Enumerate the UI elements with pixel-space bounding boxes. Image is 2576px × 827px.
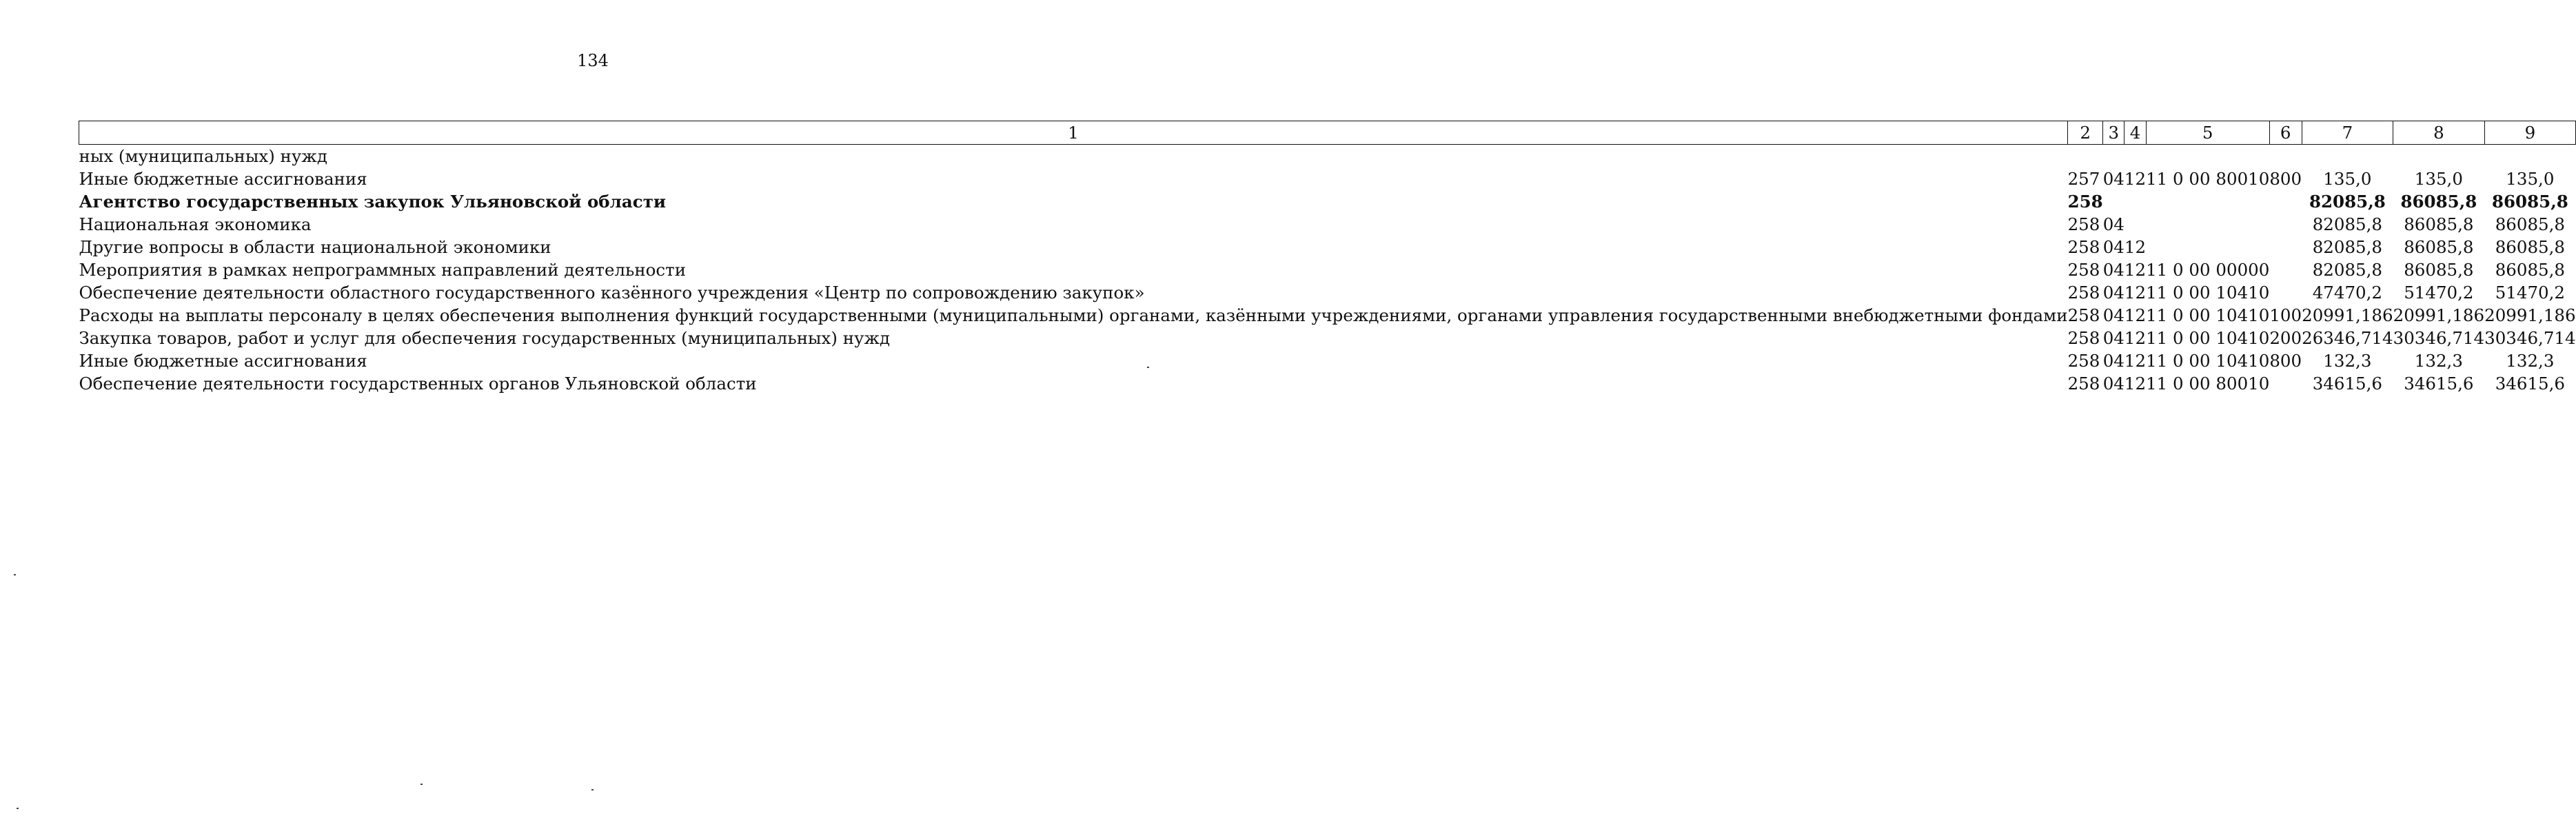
cell-col-9: 30346,714 xyxy=(2484,328,2576,348)
cell-col-9: 132,3 xyxy=(2506,351,2555,371)
cell-col-3: 04 xyxy=(2102,214,2124,234)
cell-col-8: 51470,2 xyxy=(2404,283,2474,303)
cell-col-4: 12 xyxy=(2124,260,2147,280)
cell-col-7: 82085,8 xyxy=(2312,260,2383,280)
cell-col-5: 11 0 00 00000 xyxy=(2146,260,2270,280)
row-name: Расходы на выплаты персоналу в целях обеспечения выполнения функций государственными (муниципальными) органами, казёнными учреждениями, органами управления государственными внебюджетными фондами xyxy=(79,305,2068,325)
cell-col-6 xyxy=(2269,372,2302,395)
header-col-2: 2 xyxy=(2068,121,2103,145)
table-row xyxy=(79,236,2576,258)
cell-col-9: 51470,2 xyxy=(2495,283,2566,303)
cell-col-8: 86085,8 xyxy=(2404,237,2474,257)
cell-col-3: 04 xyxy=(2102,237,2124,257)
cell-col-7: 82085,8 xyxy=(2312,214,2383,234)
cell-col-3 xyxy=(2103,145,2124,168)
cell-col-6 xyxy=(2269,145,2302,168)
budget-table xyxy=(79,121,2576,395)
cell-col-5 xyxy=(2146,145,2269,168)
cell-col-2: 257 xyxy=(2067,169,2100,189)
scan-speck xyxy=(420,784,423,785)
cell-col-5: 11 0 00 10410 xyxy=(2146,351,2270,371)
cell-col-9: 86085,8 xyxy=(2495,260,2566,280)
cell-col-5 xyxy=(2146,213,2269,236)
cell-col-2: 258 xyxy=(2067,237,2100,257)
scan-speck xyxy=(14,574,16,575)
cell-col-4 xyxy=(2124,190,2146,213)
cell-col-4: 12 xyxy=(2124,328,2147,348)
cell-col-6 xyxy=(2269,190,2302,213)
table-row xyxy=(79,349,2576,372)
header-col-7: 7 xyxy=(2302,121,2393,145)
cell-col-8 xyxy=(2393,145,2485,168)
table-row xyxy=(79,281,2576,304)
header-col-4: 4 xyxy=(2124,121,2146,145)
cell-col-6 xyxy=(2269,236,2302,258)
table-row xyxy=(79,145,2576,168)
header-col-6: 6 xyxy=(2269,121,2302,145)
cell-col-5: 11 0 00 80010 xyxy=(2146,374,2270,394)
cell-col-7: 82085,8 xyxy=(2309,192,2386,212)
cell-col-2: 258 xyxy=(2067,374,2100,394)
cell-col-3: 04 xyxy=(2102,328,2124,348)
cell-col-4: 12 xyxy=(2124,305,2147,325)
cell-col-2: 258 xyxy=(2067,305,2100,325)
cell-col-7: 135,0 xyxy=(2323,169,2372,189)
cell-col-9: 86085,8 xyxy=(2495,237,2566,257)
cell-col-4 xyxy=(2124,213,2146,236)
cell-col-8: 132,3 xyxy=(2414,351,2463,371)
scan-speck xyxy=(591,789,594,790)
header-col-1: 1 xyxy=(79,121,2068,145)
cell-col-2: 258 xyxy=(2067,214,2100,234)
table-row xyxy=(79,304,2576,327)
cell-col-7: 82085,8 xyxy=(2312,237,2383,257)
cell-col-5 xyxy=(2146,190,2269,213)
cell-col-5: 11 0 00 10410 xyxy=(2146,328,2270,348)
cell-col-5: 11 0 00 80010 xyxy=(2146,169,2270,189)
row-name: Обеспечение деятельности государственных органов Ульяновской области xyxy=(79,374,757,394)
header-col-5: 5 xyxy=(2146,121,2269,145)
cell-col-8: 86085,8 xyxy=(2400,192,2477,212)
header-col-9: 9 xyxy=(2484,121,2576,145)
row-name: Иные бюджетные ассигнования xyxy=(79,351,367,371)
cell-col-4: 12 xyxy=(2124,237,2147,257)
cell-col-8: 20991,186 xyxy=(2393,305,2485,325)
cell-col-9: 86085,8 xyxy=(2495,214,2566,234)
cell-col-4: 12 xyxy=(2124,283,2147,303)
header-col-3: 3 xyxy=(2103,121,2124,145)
cell-col-2 xyxy=(2068,145,2103,168)
cell-col-4: 12 xyxy=(2124,351,2147,371)
row-name: Мероприятия в рамках непрограммных направлений деятельности xyxy=(79,260,687,280)
scan-speck xyxy=(1147,367,1149,368)
cell-col-8: 30346,714 xyxy=(2393,328,2485,348)
cell-col-3: 04 xyxy=(2102,169,2124,189)
cell-col-4: 12 xyxy=(2124,169,2147,189)
cell-col-6: 100 xyxy=(2269,305,2302,325)
row-name: Иные бюджетные ассигнования xyxy=(79,169,367,189)
header-col-8: 8 xyxy=(2393,121,2485,145)
cell-col-2: 258 xyxy=(2067,192,2103,212)
cell-col-3: 04 xyxy=(2102,283,2124,303)
cell-col-7: 20991,186 xyxy=(2302,305,2393,325)
cell-col-8: 135,0 xyxy=(2414,169,2463,189)
table-row xyxy=(79,213,2576,236)
cell-col-8: 34615,6 xyxy=(2404,374,2474,394)
cell-col-8: 86085,8 xyxy=(2404,260,2474,280)
cell-col-6 xyxy=(2269,213,2302,236)
cell-col-9: 20991,186 xyxy=(2484,305,2576,325)
row-name: Национальная экономика xyxy=(79,214,312,234)
cell-col-2: 258 xyxy=(2067,328,2100,348)
cell-col-9: 34615,6 xyxy=(2495,374,2566,394)
cell-col-8: 86085,8 xyxy=(2404,214,2474,234)
table-row xyxy=(79,258,2576,281)
cell-col-9 xyxy=(2484,145,2576,168)
row-name: ных (муниципальных) нужд xyxy=(79,146,327,166)
cell-col-2: 258 xyxy=(2067,260,2100,280)
cell-col-6 xyxy=(2269,281,2302,304)
row-name: Обеспечение деятельности областного государственного казённого учреждения «Центр по сопровождению закупок» xyxy=(79,283,1145,303)
cell-col-2: 258 xyxy=(2067,283,2100,303)
cell-col-2: 258 xyxy=(2067,351,2100,371)
table-row xyxy=(79,327,2576,349)
cell-col-5 xyxy=(2146,236,2269,258)
cell-col-7: 34615,6 xyxy=(2312,374,2383,394)
cell-col-9: 86085,8 xyxy=(2491,192,2568,212)
cell-col-5: 11 0 00 10410 xyxy=(2146,283,2270,303)
table-row xyxy=(79,190,2576,213)
cell-col-3 xyxy=(2103,190,2124,213)
cell-col-5: 11 0 00 10410 xyxy=(2146,305,2270,325)
cell-col-7 xyxy=(2302,145,2393,168)
cell-col-3: 04 xyxy=(2102,374,2124,394)
cell-col-9: 135,0 xyxy=(2506,169,2555,189)
page-number: 134 xyxy=(577,51,609,70)
cell-col-7: 26346,714 xyxy=(2302,328,2393,348)
cell-col-6: 200 xyxy=(2269,328,2302,348)
table-body xyxy=(79,145,2576,396)
cell-col-6 xyxy=(2269,258,2302,281)
cell-col-3: 04 xyxy=(2102,305,2124,325)
row-name: Другие вопросы в области национальной экономики xyxy=(79,237,551,257)
scan-speck xyxy=(17,808,19,809)
header-row xyxy=(79,121,2576,145)
cell-col-6: 800 xyxy=(2269,169,2302,189)
cell-col-3: 04 xyxy=(2102,260,2124,280)
cell-col-7: 132,3 xyxy=(2323,351,2372,371)
table-header xyxy=(79,121,2576,145)
cell-col-7: 47470,2 xyxy=(2312,283,2383,303)
table-row xyxy=(79,167,2576,190)
row-name: Агентство государственных закупок Ульяновской области xyxy=(79,192,667,212)
cell-col-3: 04 xyxy=(2102,351,2124,371)
row-name: Закупка товаров, работ и услуг для обеспечения государственных (муниципальных) нужд xyxy=(79,328,891,348)
cell-col-6: 800 xyxy=(2269,351,2302,371)
cell-col-4 xyxy=(2124,145,2146,168)
cell-col-4: 12 xyxy=(2124,374,2147,394)
table-row xyxy=(79,372,2576,395)
